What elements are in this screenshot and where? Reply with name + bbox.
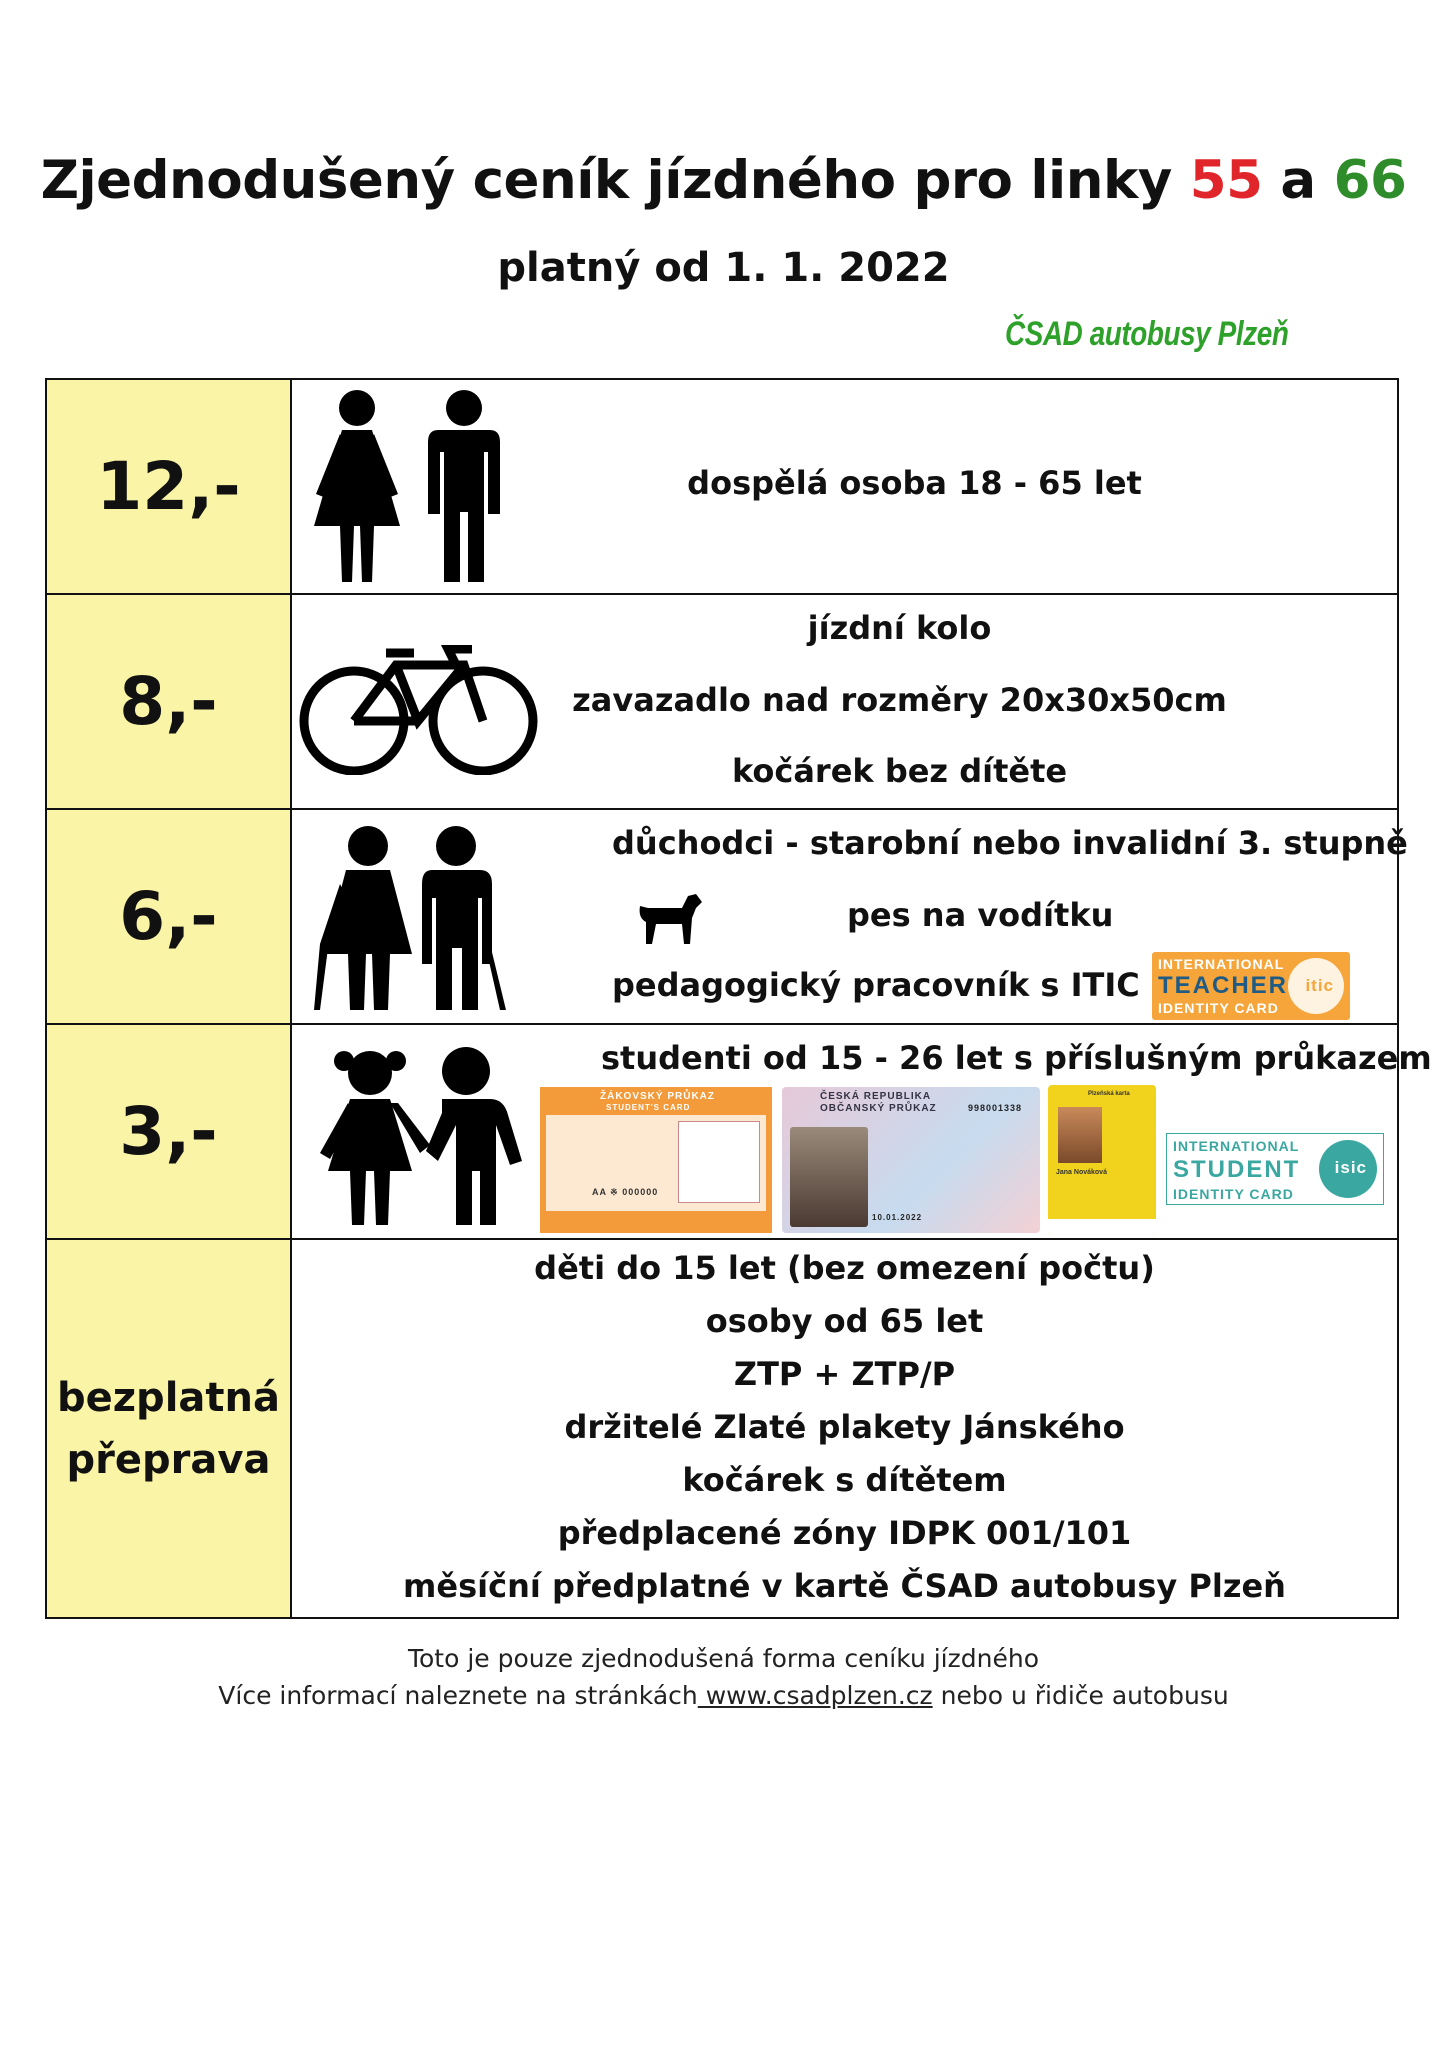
price-table [45, 378, 1432, 1619]
row-text: kočárek bez dítěte [731, 752, 1068, 790]
brand-logo: ČSAD autobusy Plzeň [1005, 315, 1289, 353]
line-number-b: 66 [1333, 150, 1407, 211]
price-value: 6,- [46, 809, 291, 1024]
id-card: ČESKÁ REPUBLIKA OBČANSKÝ PRŮKAZ 998001338 10.01.2022 [782, 1087, 1040, 1233]
table-row [46, 379, 1398, 594]
price-value: 12,- [46, 379, 291, 594]
row-text: pedagogický pracovník s ITIC [612, 966, 1140, 1004]
row-text: studenti od 15 - 26 let s příslušným průkazem [601, 1039, 1432, 1077]
page-subtitle: platný od 1. 1. 2022 [497, 245, 950, 291]
row-text: dospělá osoba 18 - 65 let [687, 464, 1142, 502]
table-row [46, 594, 1398, 809]
table-row [46, 809, 1398, 1024]
row-text: pes na vodítku [847, 896, 1114, 934]
page-title: Zjednodušený ceník jízdného pro linky 55 a 66 [40, 150, 1407, 211]
list-item: předplacené zóny IDPK 001/101 [557, 1514, 1132, 1552]
table-row [46, 1239, 1398, 1618]
row-text: důchodci - starobní nebo invalidní 3. stupně [612, 824, 1408, 862]
footer-note: Toto je pouze zjednodušená forma ceníku jízdného [407, 1644, 1039, 1673]
list-item: osoby od 65 let [705, 1302, 984, 1340]
children-icon [308, 1041, 528, 1227]
footer [0, 1640, 1447, 1714]
footer-info: Více informací naleznete na stránkách www.csadplzen.cz nebo u řidiče autobusu [218, 1681, 1229, 1710]
photo-placeholder [678, 1121, 760, 1203]
row-text: jízdní kolo [807, 609, 992, 647]
photo-icon [790, 1127, 868, 1227]
dog-icon [634, 888, 704, 948]
table-row [46, 1024, 1398, 1239]
school-card: ŽÁKOVSKÝ PRŮKAZ STUDENT'S CARD AA ※ 000000 [540, 1087, 772, 1233]
line-number-a: 55 [1189, 150, 1263, 211]
free-travel-list [292, 1240, 1397, 1617]
seniors-icon [310, 824, 510, 1014]
list-item: držitelé Zlaté plakety Jánského [564, 1408, 1125, 1446]
price-value: 8,- [46, 594, 291, 809]
barcode-icon [1048, 1219, 1156, 1235]
price-value: 3,- [46, 1024, 291, 1239]
list-item: měsíční předplatné v kartě ČSAD autobusy Plzeň [403, 1567, 1286, 1605]
chip-card: Plzeňská karta Jana Nováková [1048, 1085, 1156, 1235]
website-link[interactable]: www.csadplzen.cz [697, 1681, 933, 1710]
row-text: zavazadlo nad rozměry 20x30x50cm [572, 681, 1227, 719]
price-value: bezplatná přeprava [46, 1239, 291, 1618]
list-item: kočárek s dítětem [682, 1461, 1007, 1499]
isic-card: INTERNATIONAL STUDENT IDENTITY CARD isic [1166, 1133, 1384, 1205]
list-item: děti do 15 let (bez omezení počtu) [534, 1249, 1155, 1287]
list-item: ZTP + ZTP/P [733, 1355, 956, 1393]
photo-icon [1058, 1107, 1102, 1163]
itic-card: INTERNATIONAL TEACHER IDENTITY CARD itic [1152, 952, 1350, 1020]
